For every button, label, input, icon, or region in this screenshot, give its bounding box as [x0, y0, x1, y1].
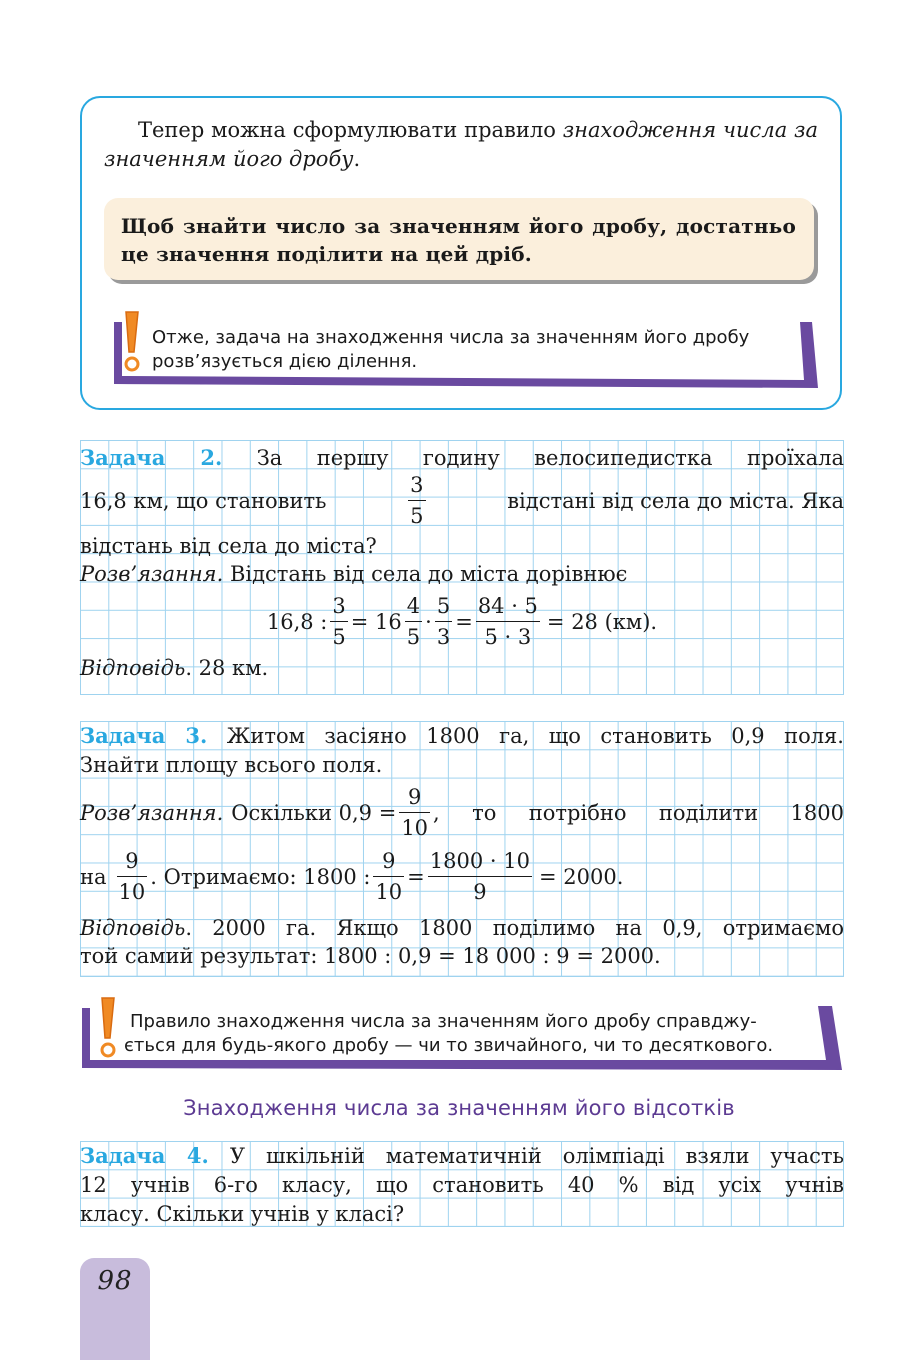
task2-fraction: $\frac{3}{5}$ — [410, 473, 424, 528]
task2-answer: Відповідь. 28 км. — [80, 656, 269, 680]
note-2-line-1: Правило знаходження числа за значенням його дробу справджу- — [130, 1011, 757, 1032]
section-title: Знаходження числа за значенням його відсотків — [183, 1096, 735, 1120]
task3-label: Задача 3. — [80, 723, 208, 748]
task3-line-6: той самий результат: 1800 : 0,9 = 18 000 : 9 = 2000. — [80, 944, 661, 968]
task3-line-2: Знайти площу всього поля. — [80, 753, 383, 777]
task4-label: Задача 4. — [80, 1143, 209, 1168]
rule-card — [104, 198, 814, 280]
task2-label: Задача 2. — [80, 445, 223, 470]
task2-solution: Розв’язання. Відстань від села до міста дорівнює — [80, 562, 628, 586]
note-2-line-2: ється для будь-якого дробу — чи то звичайного, чи то десяткового. — [124, 1035, 774, 1056]
task3-line-1: Задача 3. Житом засіяно 1800 га, що становить 0,9 поля. — [80, 723, 844, 748]
intro-emphasis: знаходження числа за значенням його дробу — [104, 118, 818, 171]
task4-line-2: 12 учнів 6-го класу, що становить 40 % від усіх учнів — [80, 1173, 844, 1197]
task2-line-2: 16,8 км, що становить $\frac{3}{5}$ відстані від села до міста. Яка — [80, 473, 844, 528]
task3-line-3: Розв’язання. Оскільки 0,9 = $\frac{9}{10}$ , то потрібно поділити 1800 — [80, 785, 844, 840]
rule-text: Щоб знайти число за значенням його дробу, достатньо це значення поділити на цей дріб. — [121, 214, 796, 266]
note-1-line-1: Отже, задача на знаходження числа за значенням його дробу — [152, 327, 750, 348]
task3-answer: Відповідь. 2000 га. Якщо 1800 поділимо на 0,9, отримаємо — [80, 916, 844, 940]
intro-paragraph: Тепер можна сформулювати правило знаходження числа за значенням його дробу. — [104, 118, 818, 171]
page-number: 98 — [97, 1266, 133, 1296]
task4-line-1: Задача 4. У шкільній математичній олімпіаді взяли участь — [80, 1143, 844, 1168]
exclamation-icon — [116, 308, 150, 378]
note-1-line-2: розв’язується дією ділення. — [152, 351, 418, 372]
exclamation-icon — [92, 994, 126, 1064]
task2-line-1: Задача 2. За першу годину велосипедистка проїхала — [80, 445, 844, 470]
task3-line-4: на $\frac{9}{10}$ . Отримаємо: 1800 : $\frac{9}{10}$ = $\frac{1800 \cdot 10}{9}$ = 2000. — [80, 849, 624, 904]
page-tab — [80, 1258, 150, 1360]
task2-line-3: відстань від села до міста? — [80, 534, 377, 558]
task4-line-3: класу. Скільки учнів у класі? — [80, 1202, 405, 1226]
note-2 — [78, 994, 846, 1072]
task2-formula: 16,8 : $\frac{3}{5}$ = 16 $\frac{4}{5}$ · $\frac{5}{3}$ = $\frac{84 \cdot 5}{5 \cdot 3}$ = 28 (км). — [266, 594, 658, 649]
note-1 — [102, 308, 824, 390]
